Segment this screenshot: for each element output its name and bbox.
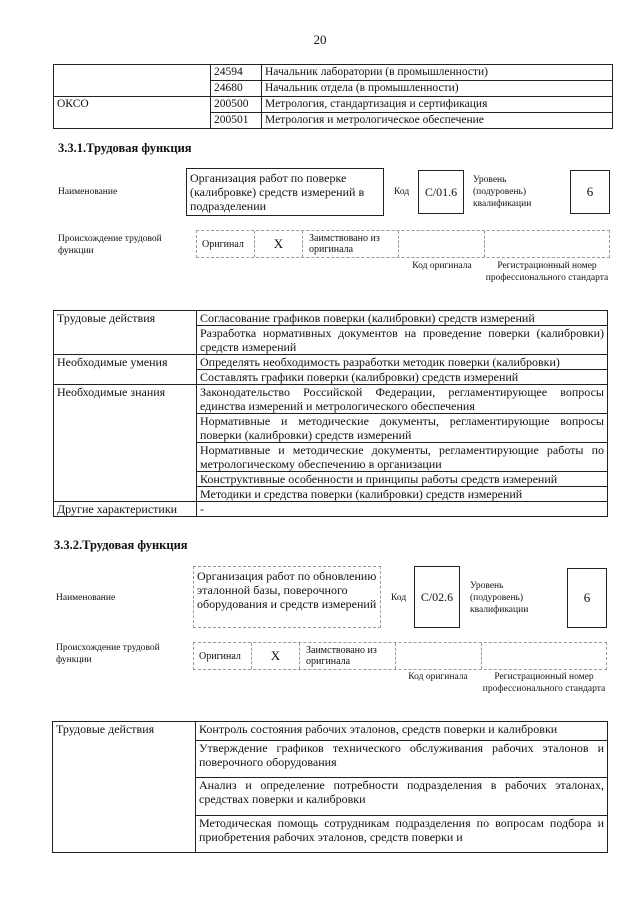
code-label: Код	[394, 187, 410, 197]
skill-item: Определять необходимость разработки методик поверки (калибровки)	[197, 355, 608, 370]
original-mark: X	[255, 231, 303, 257]
section-title-331: 3.3.1.Трудовая функция	[58, 141, 192, 155]
original-label: Оригинал	[197, 231, 255, 257]
page-number: 20	[313, 32, 327, 47]
original-mark: X	[252, 643, 300, 669]
action-item: Методическая помощь сотрудникам подразделения по вопросам подбора и приобретения рабочих эталонов, средств поверки и	[196, 815, 608, 852]
name-label: Наименование	[58, 187, 118, 197]
okso-classifier: ОКСО	[54, 97, 211, 129]
table-row	[54, 311, 608, 326]
reg-number-caption: Регистрационный номер профессионального стандарта	[485, 261, 609, 283]
other-header: Другие характеристики	[54, 502, 197, 517]
knowledge-item: Нормативные и методические документы, регламентирующие вопросы поверки (калибровки) средств измерений	[197, 414, 608, 443]
action-item: Разработка нормативных документов на проведение поверки (калибровки) средств измерений	[197, 326, 608, 355]
reg-number-cell	[482, 643, 608, 669]
okso-name: Метрология и метрологическое обеспечение	[262, 113, 613, 129]
origin-label: Происхождение трудовой функции	[56, 643, 160, 665]
skills-header: Необходимые умения	[54, 355, 197, 385]
orig-code-caption: Код оригинала	[408, 672, 468, 682]
orig-code-caption: Код оригинала	[412, 261, 472, 271]
knowledge-item: Методики и средства поверки (калибровки) средств измерений	[197, 487, 608, 502]
knowledge-item: Законодательство Российской Федерации, регламентирующее вопросы единства измерений и метрологического обеспечения	[197, 385, 608, 414]
level-label: Уровень (подуровень) квалификации	[473, 175, 532, 209]
level-box: 6	[567, 568, 607, 628]
function-code-box: C/02.6	[414, 566, 460, 628]
function-table-332	[52, 721, 608, 853]
function-name-box: Организация работ по поверке (калибровке) средств измерений в подразделении	[186, 168, 384, 216]
origin-row	[196, 230, 610, 258]
function-code-box: C/01.6	[418, 170, 464, 214]
table-row	[54, 355, 608, 370]
okso-code: 24594	[211, 65, 262, 81]
knowledge-item: Конструктивные особенности и принципы работы средств измерений	[197, 472, 608, 487]
actions-header: Трудовые действия	[53, 722, 196, 853]
actions-header: Трудовые действия	[54, 311, 197, 355]
knowledge-header: Необходимые знания	[54, 385, 197, 502]
code-label: Код	[391, 593, 407, 603]
orig-code-cell	[396, 643, 482, 669]
orig-code-cell	[399, 231, 485, 257]
action-item: Анализ и определение потребности подразделения в рабочих эталонах, средствах поверки и калибровки	[196, 778, 608, 815]
name-label: Наименование	[56, 593, 116, 603]
okso-left-cell	[54, 65, 211, 97]
okso-code: 200501	[211, 113, 262, 129]
borrowed-label: Заимствовано из оригинала	[303, 231, 399, 257]
action-item: Утверждение графиков технического обслуживания рабочих эталонов и поверочного оборудования	[196, 741, 608, 778]
original-label: Оригинал	[194, 643, 252, 669]
action-item: Согласование графиков поверки (калибровки) средств измерений	[197, 311, 608, 326]
table-row	[54, 65, 613, 81]
okso-table	[53, 64, 613, 129]
table-row	[53, 722, 608, 741]
reg-number-cell	[485, 231, 611, 257]
skill-item: Составлять графики поверки (калибровки) средств измерений	[197, 370, 608, 385]
section-title-332: 3.3.2.Трудовая функция	[54, 538, 188, 552]
action-item: Контроль состояния рабочих эталонов, средств поверки и калибровки	[196, 722, 608, 741]
function-table-331	[53, 310, 608, 517]
okso-name: Начальник лаборатории (в промышленности)	[262, 65, 613, 81]
level-box: 6	[570, 170, 610, 214]
reg-number-caption: Регистрационный номер профессионального стандарта	[482, 672, 606, 694]
okso-name: Метрология, стандартизация и сертификация	[262, 97, 613, 113]
other-value: -	[197, 502, 608, 517]
table-row	[54, 97, 613, 113]
table-row	[54, 385, 608, 414]
okso-name: Начальник отдела (в промышленности)	[262, 81, 613, 97]
okso-code: 24680	[211, 81, 262, 97]
function-name-box: Организация работ по обновлению эталонной базы, поверочного оборудования и средств измерений	[193, 566, 381, 628]
knowledge-item: Нормативные и методические документы, регламентирующие работы по метрологическому обеспечению в организации	[197, 443, 608, 472]
borrowed-label: Заимствовано из оригинала	[300, 643, 396, 669]
origin-row	[193, 642, 607, 670]
okso-code: 200500	[211, 97, 262, 113]
table-row	[54, 502, 608, 517]
level-label: Уровень (подуровень) квалификации	[470, 581, 529, 615]
origin-label: Происхождение трудовой функции	[58, 234, 162, 256]
